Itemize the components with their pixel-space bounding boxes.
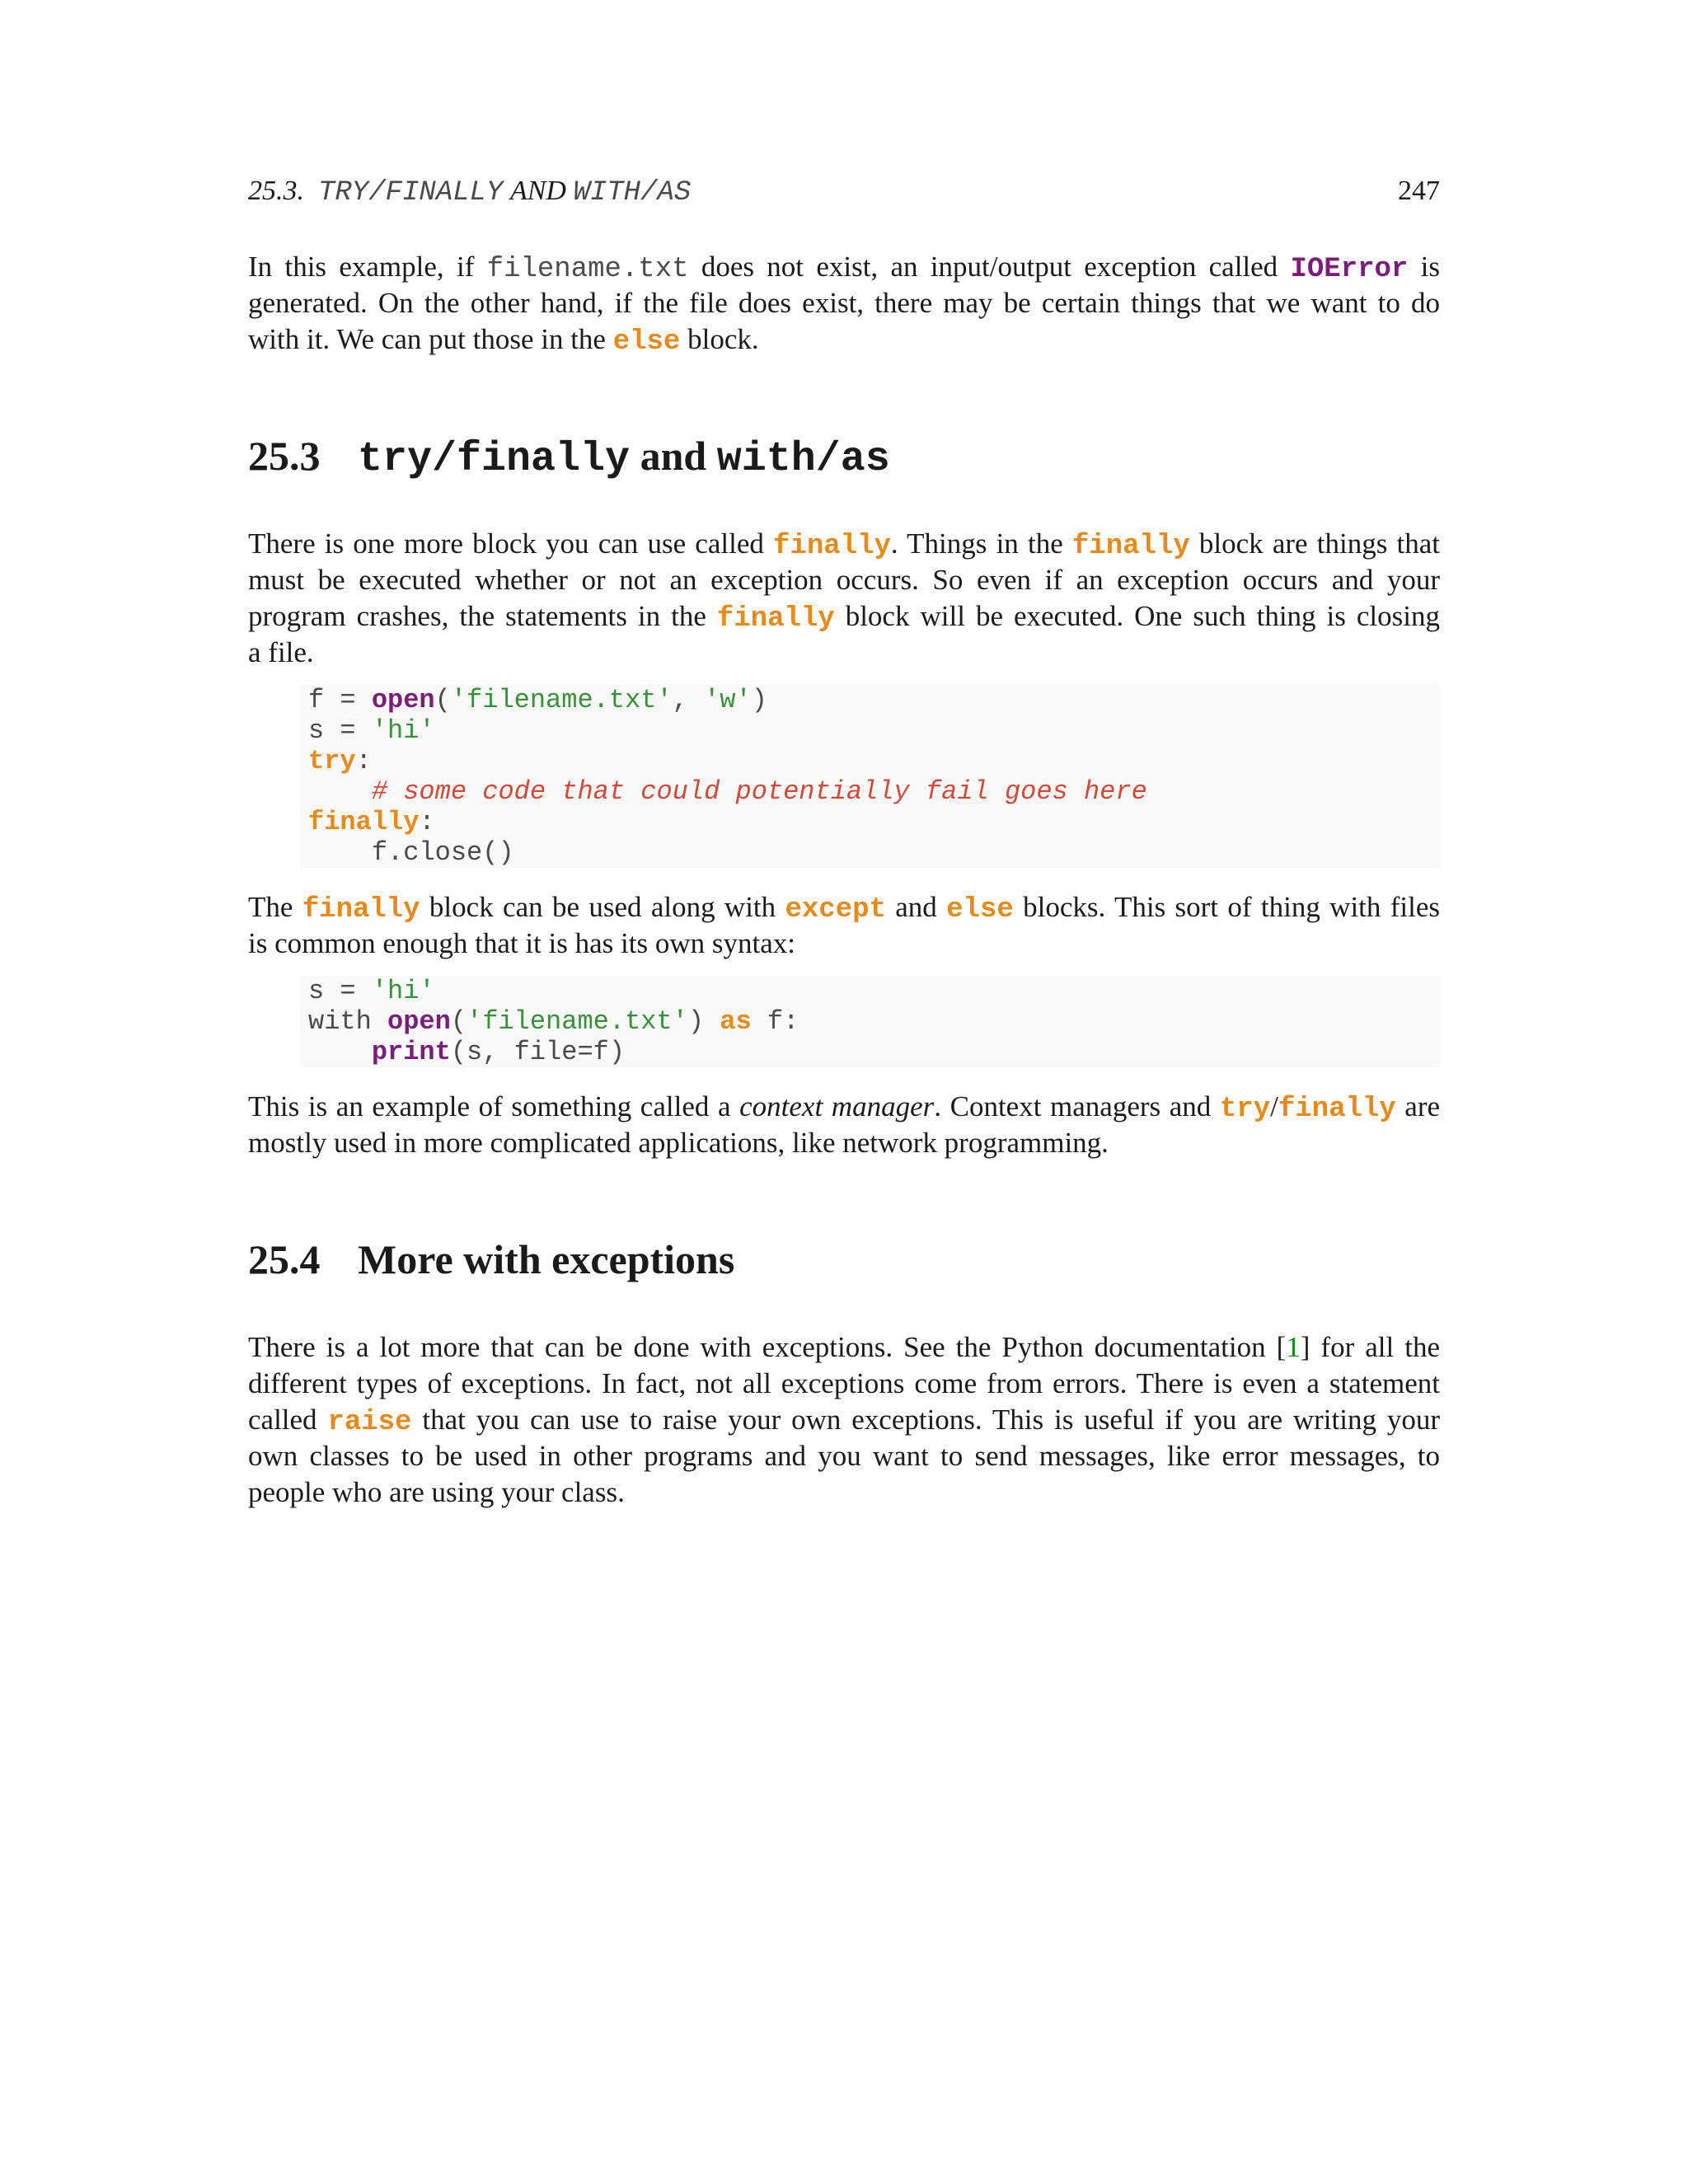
code-line: # some code that could potentially fail goes here: [371, 776, 1147, 807]
inline-code-keyword: else: [946, 894, 1014, 926]
paragraph-line: generated. On the other hand, if the file does exist, there may be certain things that we want to do: [248, 287, 1440, 319]
paragraph-finally: [248, 526, 1440, 671]
paragraph-line: There is a lot more that can be done with exceptions. See the Python documentation [1] for all the: [248, 1331, 1440, 1363]
italic-term: context manager: [739, 1090, 935, 1122]
paragraph-combined: [248, 889, 1440, 962]
paragraph-line: This is an example of something called a context manager. Context managers and try/finally are: [248, 1090, 1441, 1125]
paragraph-line: called raise that you can use to raise your own exceptions. This is useful if you are writing your: [248, 1404, 1440, 1438]
citation-link[interactable]: 1: [1286, 1331, 1301, 1363]
paragraph-line: own classes to be used in other programs and you want to send messages, like error messages, to: [248, 1440, 1440, 1472]
paragraph-line: is common enough that it is has its own syntax:: [248, 927, 795, 959]
paragraph-line: The finally block can be used along with except and else blocks. This sort of thing with files: [248, 891, 1440, 926]
inline-code: filename.txt: [486, 254, 689, 285]
section-number: 25.4: [248, 1236, 321, 1282]
paragraph-line: a file.: [248, 636, 314, 668]
code-line: with open('filename.txt') as f:: [308, 1006, 799, 1037]
code-line: finally:: [308, 807, 435, 837]
paragraph-line: In this example, if filename.txt does not exist, an input/output exception called IOError is: [248, 251, 1440, 285]
header-title-mono: TRY/FINALLY: [318, 177, 504, 209]
code-block: [300, 685, 1440, 868]
inline-code-keyword: raise: [327, 1407, 412, 1438]
paragraph-line: There is one more block you can use called finally. Things in the finally block are things that: [248, 527, 1440, 562]
code-line: f = open('filename.txt', 'w'): [308, 685, 767, 715]
code-line: f.close(): [308, 837, 514, 868]
code-block: [300, 976, 1440, 1067]
section-title-text: and: [630, 433, 717, 479]
header-title-and: AND: [509, 176, 566, 206]
section-number: 25.3: [248, 433, 321, 479]
code-line: print(s, file=f): [371, 1037, 626, 1067]
page-number: 247: [1398, 176, 1440, 206]
running-header: [248, 173, 1440, 209]
inline-code-keyword: except: [785, 894, 886, 926]
inline-code-keyword: finally: [1278, 1094, 1396, 1125]
inline-code-keyword: try: [1219, 1094, 1271, 1125]
paragraph-intro: [248, 249, 1440, 358]
paragraph-line: must be executed whether or not an exception occurs. So even if an exception occurs and your: [248, 564, 1440, 596]
paragraph-line: mostly used in more complicated applications, like network programming.: [248, 1127, 1109, 1159]
code-line: s = 'hi': [308, 976, 435, 1006]
paragraph-line: different types of exceptions. In fact, not all exceptions come from errors. There is even a statement: [248, 1367, 1440, 1399]
inline-code-keyword: finally: [716, 603, 835, 635]
inline-code-exception: IOError: [1290, 254, 1409, 285]
paragraph-line: with it. We can put those in the else block.: [248, 323, 759, 358]
code-line: s = 'hi': [308, 715, 435, 746]
code-line: try:: [308, 746, 372, 776]
section-title-mono: with/as: [716, 436, 890, 483]
paragraph-line: people who are using your class.: [248, 1476, 625, 1508]
section-title-text: More with exceptions: [358, 1236, 735, 1282]
inline-code-keyword: finally: [302, 894, 420, 926]
section-title-mono: try/finally: [358, 436, 631, 483]
header-title-mono: WITH/AS: [573, 177, 692, 209]
paragraph-line: program crashes, the statements in the finally block will be executed. One such thing is closing: [248, 600, 1441, 635]
inline-code-keyword: finally: [1071, 531, 1190, 562]
inline-code-keyword: else: [612, 326, 681, 358]
paragraph-context-manager: [248, 1089, 1440, 1161]
header-section-number: 25.3.: [248, 176, 304, 206]
paragraph-more-exceptions: [248, 1329, 1440, 1511]
section-heading: [248, 431, 890, 485]
section-heading: [248, 1235, 734, 1284]
inline-code-keyword: finally: [773, 531, 891, 562]
